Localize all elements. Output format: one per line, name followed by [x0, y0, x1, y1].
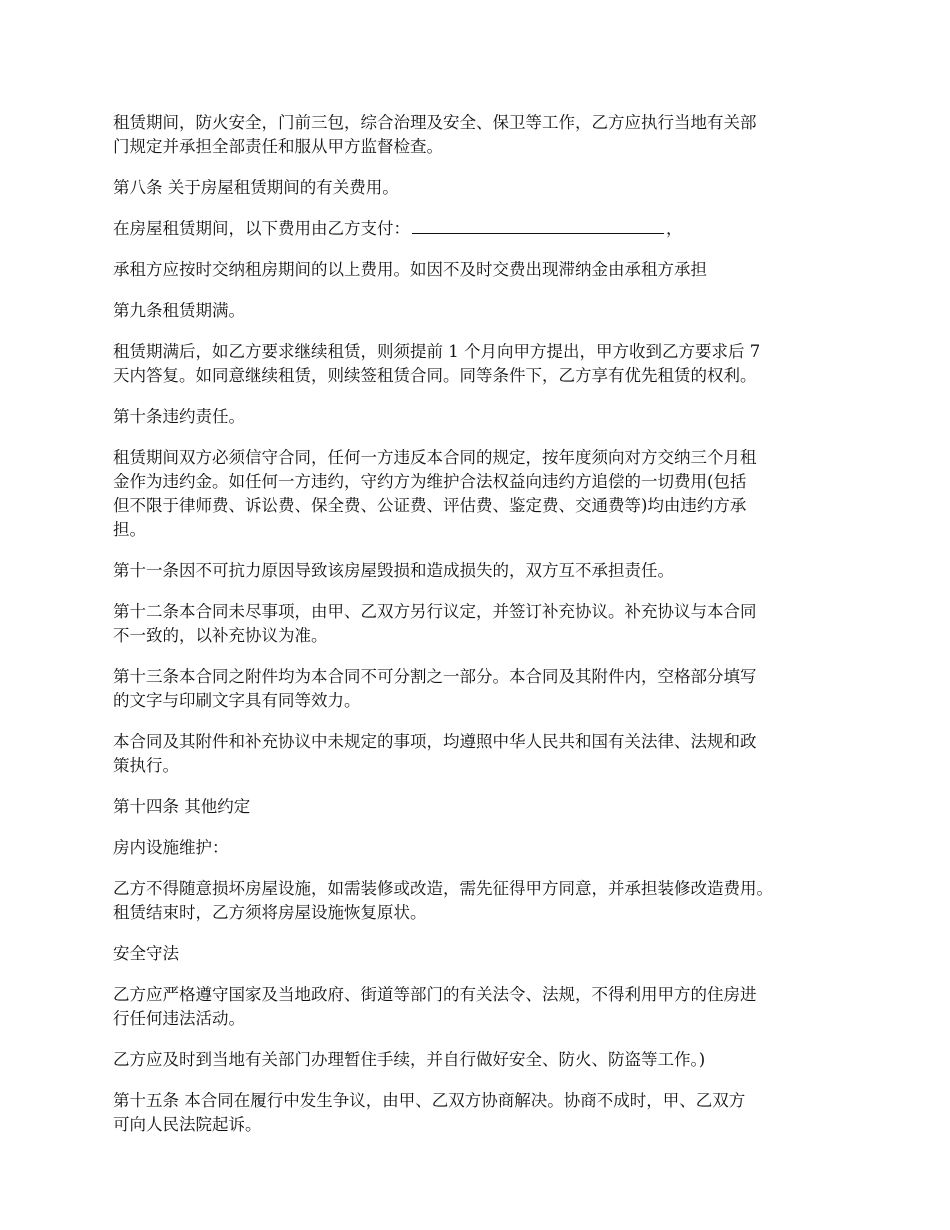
article-8-heading: 第八条 关于房屋租赁期间的有关费用。: [113, 178, 399, 197]
subheading-facility-maintenance: 房内设施维护：: [113, 838, 229, 857]
paragraph-applicable-law: 本合同及其附件和补充协议中未规定的事项，均遵照中华人民共和国有关法律、法规和政 策执行。: [113, 732, 757, 775]
paragraph-late-fees: 承租方应按时交纳租房期间的以上费用。如因不及时交费出现滞纳金由承租方承担: [113, 260, 707, 279]
paragraph-safety-duties: 租赁期间，防火安全，门前三包，综合治理及安全、保卫等工作，乙方应执行当地有关部 门规定并承担全部责任和服从甲方监督检查。: [113, 113, 757, 156]
fill-in-blank-line: [412, 219, 664, 234]
article-14-heading: 第十四条 其他约定: [113, 797, 251, 816]
subheading-safety-law: 安全守法: [113, 944, 179, 963]
paragraph-facility-maintenance: 乙方不得随意损坏房屋设施，如需装修或改造，需先征得甲方同意，并承担装修改造费用。 租赁结束时，乙方须将房屋设施恢复原状。: [113, 879, 773, 922]
article-12: 第十二条本合同未尽事项，由甲、乙双方另行议定，并签订补充协议。补充协议与本合同 不一致的，以补充协议为准。: [113, 602, 757, 645]
document-body: [113, 111, 853, 1154]
fees-payable-punct: ，: [666, 219, 683, 238]
article-11: 第十一条因不可抗力原因导致该房屋毁损和造成损失的，双方互不承担责任。: [113, 561, 674, 580]
paragraph-residence-registration: 乙方应及时到当地有关部门办理暂住手续，并自行做好安全、防火、防盗等工作。): [113, 1050, 706, 1069]
article-15: 第十五条 本合同在履行中发生争议，由甲、乙双方协商解决。协商不成时，甲、乙双方 可向人民法院起诉。: [113, 1091, 746, 1134]
fees-payable-text: 在房屋租赁期间，以下费用由乙方支付：: [113, 219, 410, 238]
article-9-heading: 第九条租赁期满。: [113, 301, 245, 320]
article-13: 第十三条本合同之附件均为本合同不可分割之一部分。本合同及其附件内，空格部分填写 的文字与印刷文字具有同等效力。: [113, 667, 757, 710]
paragraph-obey-law: 乙方应严格遵守国家及当地政府、街道等部门的有关法令、法规，不得利用甲方的住房进 行任何违法活动。: [113, 985, 757, 1028]
paragraph-lease-renewal: 租赁期满后，如乙方要求继续租赁，则须提前 1 个月向甲方提出，甲方收到乙方要求后 7 天内答复。如同意继续租赁，则续签租赁合同。同等条件下，乙方享有优先租赁的权利。: [113, 342, 761, 385]
article-10-heading: 第十条违约责任。: [113, 407, 245, 426]
paragraph-fees-payable: [113, 217, 853, 241]
paragraph-breach-liability: 租赁期间双方必须信守合同，任何一方违反本合同的规定，按年度须向对方交纳三个月租 金作为违约金。如任何一方违约，守约方为维护合法权益向违约方追偿的一切费用(包括 但不限于律师费、诉讼费、保全费、公证费、评估费、鉴定费、交通费等)均由违约方承 担。: [113, 448, 757, 539]
